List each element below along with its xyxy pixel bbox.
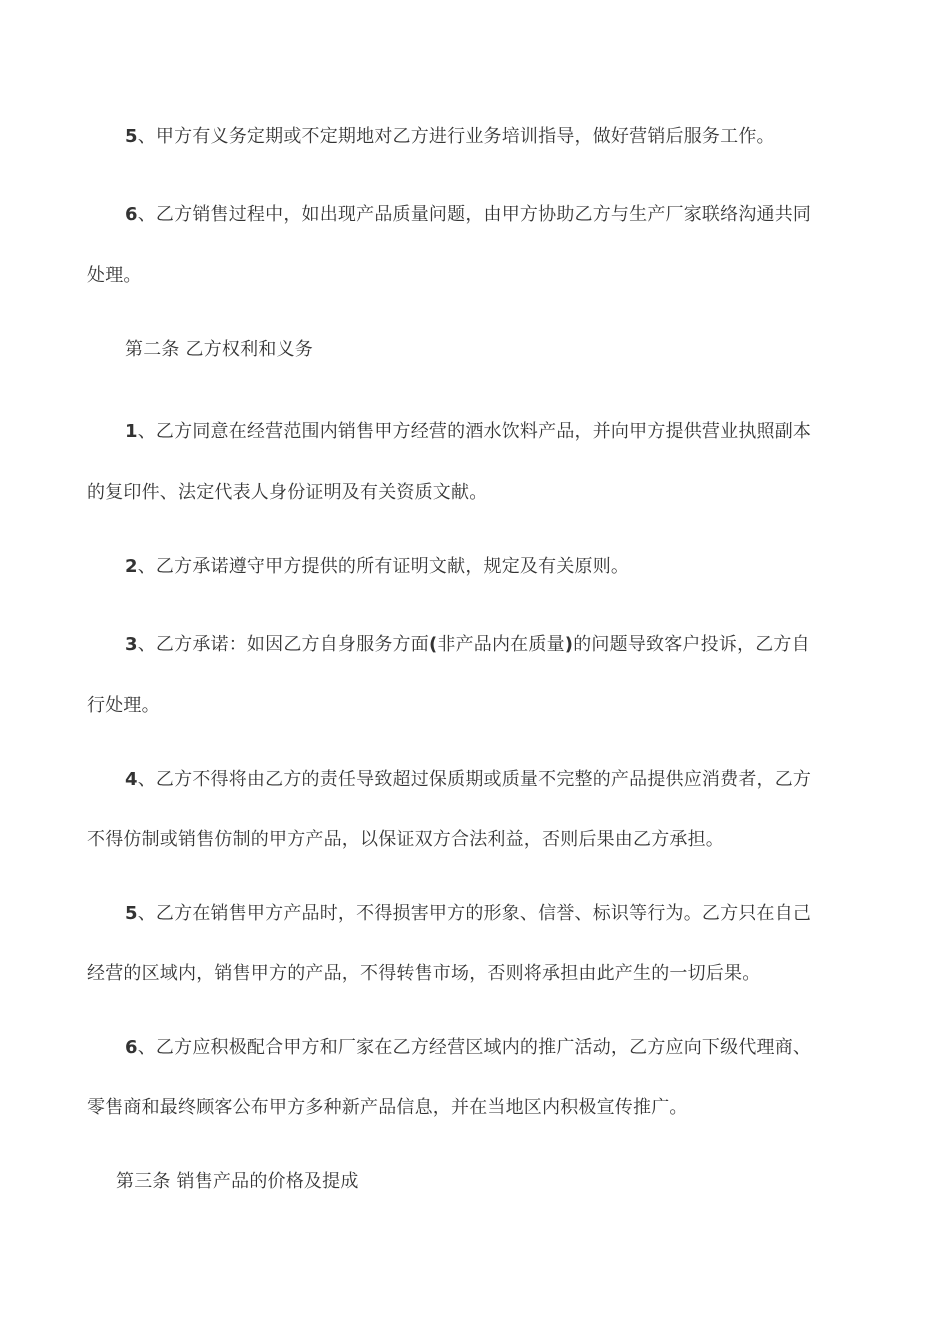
paragraph-2-4-continued: 不得仿制或销售仿制的甲方产品，以保证双方合法利益，否则后果由乙方承担。 [87,829,724,850]
paren-close: ) [564,634,574,655]
paren-open: ( [428,634,438,655]
paragraph-2-5 [125,902,811,926]
paragraph-a5 [125,125,775,149]
paragraph-2-1 [125,420,811,444]
heading-text-serif: 价格及提成 [267,1171,359,1192]
item-number: 6 [125,204,138,225]
paragraph-text: 、乙方承诺遵守甲方提供的所有证明文献，规定及有关原则。 [137,556,630,577]
paragraph-text: 的问题导致客户投诉，乙方自 [573,634,810,655]
paragraph-2-5-continued: 经营的区域内，销售甲方的产品，不得转售市场，否则将承担由此产生的一切后果。 [87,963,761,984]
paragraph-text: 、乙方销售过程中，如出现产品质量问题，由甲方协助乙方与生产厂家联络沟通共同 [137,204,812,225]
paragraph-text: 、乙方不得将由乙方的责任导致超过保质期或质量不完整的产品提供应消费者，乙方 [137,769,812,790]
item-number: 6 [125,1037,138,1058]
paragraph-2-1-continued: 的复印件、法定代表人身份证明及有关资质文献。 [87,482,488,503]
paragraph-a6 [125,203,811,227]
paragraph-2-6 [125,1036,811,1060]
item-number: 1 [125,421,138,442]
paragraph-2-3 [125,633,810,657]
article-3-heading [116,1170,359,1194]
paragraph-text: 、甲方有义务定期或不定期地对乙方进行业务培训指导，做好营销后服务工作。 [137,126,775,147]
paragraph-a6-continued: 处理。 [87,265,142,286]
article-2-heading: 第二条 乙方权利和义务 [125,339,313,360]
paragraph-text: 、乙方同意在经营范围内销售甲方经营的酒水饮料产品，并向甲方提供营业执照副本 [137,421,812,442]
item-number: 5 [125,903,138,924]
paragraph-2-3-continued: 行处理。 [87,695,160,716]
paragraph-text: 、乙方承诺：如因乙方自身服务方面 [137,634,429,655]
paragraph-text: 、乙方应积极配合甲方和厂家在乙方经营区域内的推广活动，乙方应向下级代理商、 [137,1037,812,1058]
paragraph-text: 、乙方在销售甲方产品时，不得损害甲方的形象、信誉、标识等行为。乙方只在自己 [137,903,812,924]
item-number: 4 [125,769,138,790]
item-number: 2 [125,556,138,577]
paragraph-2-6-continued: 零售商和最终顾客公布甲方多种新产品信息，并在当地区内积极宣传推广。 [87,1097,688,1118]
paragraph-2-2 [125,555,629,579]
heading-text: 第三条 销售产品的 [116,1171,268,1192]
item-number: 3 [125,634,138,655]
item-number: 5 [125,126,138,147]
paragraph-text: 非产品内在质量 [437,634,565,655]
paragraph-2-4 [125,768,811,792]
